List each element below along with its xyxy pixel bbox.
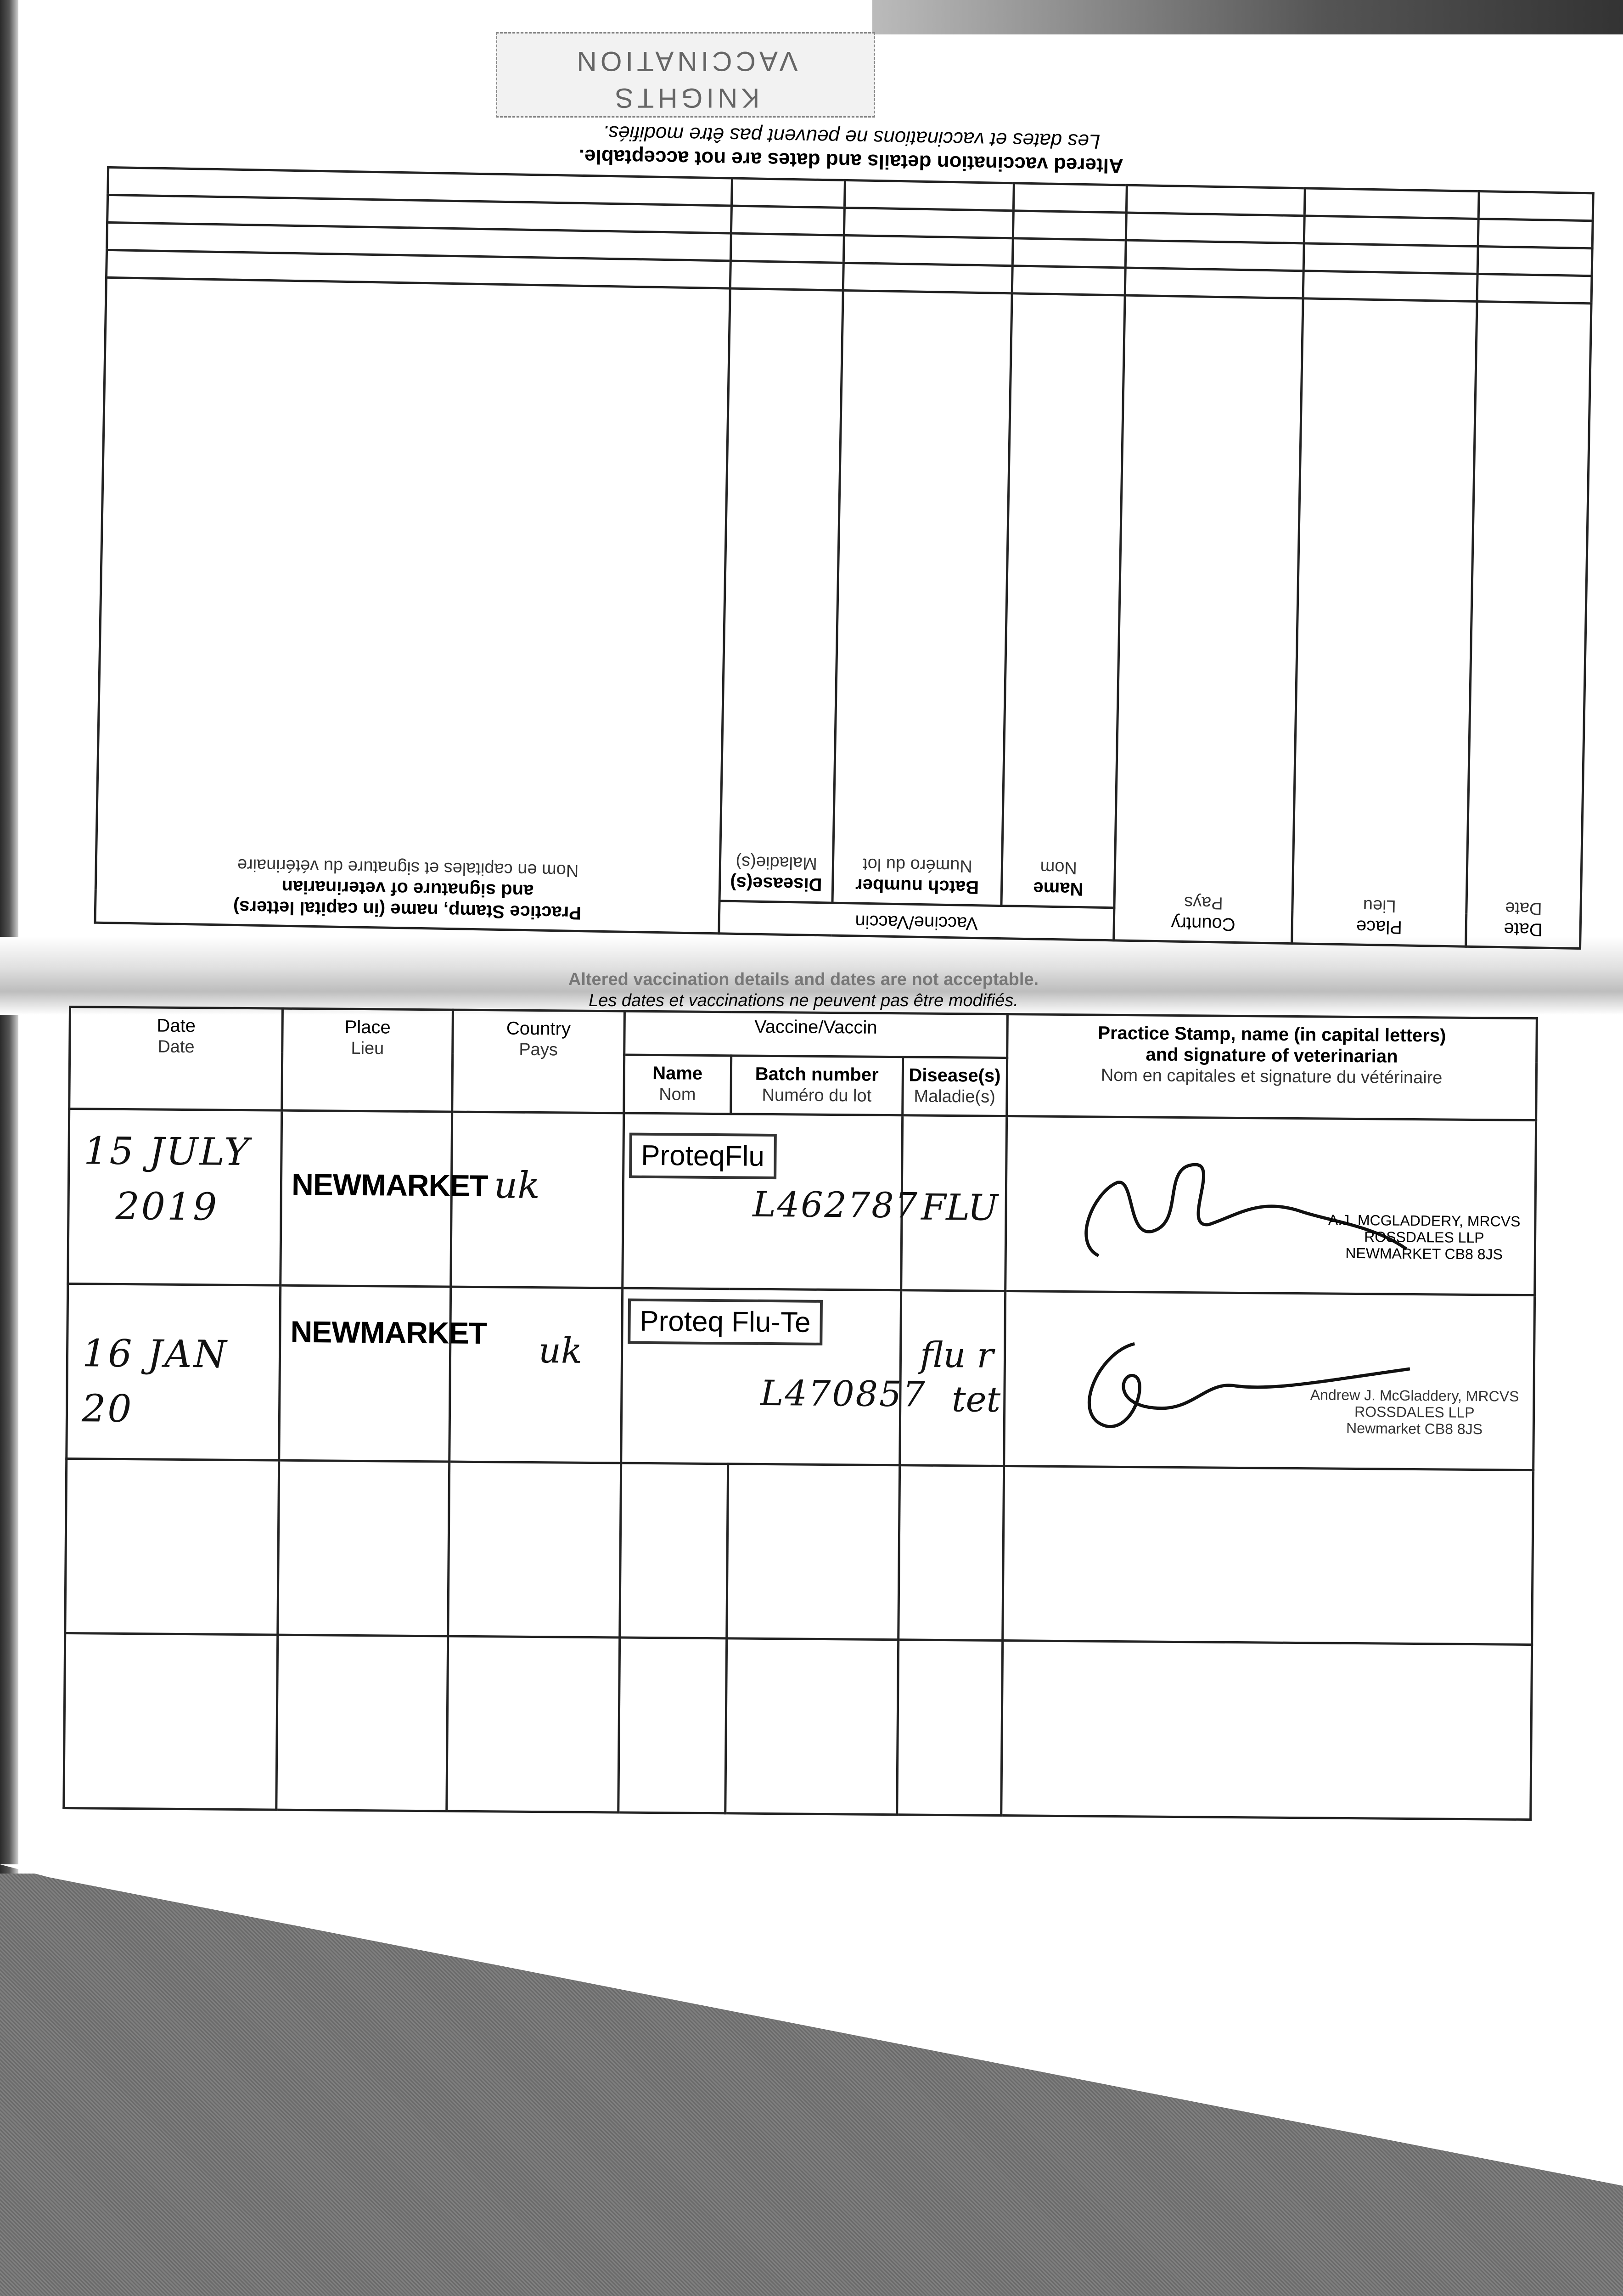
header-place-en: Place [344, 1017, 391, 1038]
empty-row [64, 1633, 1532, 1820]
inverted-header-practice-fr: Nom en capitales et signature du vétérinaire [237, 855, 579, 880]
header-place-fr: Lieu [351, 1038, 384, 1058]
header-name-fr: Nom [659, 1085, 696, 1104]
header-practice-en-2: and signature of veterinarian [1146, 1044, 1398, 1067]
inverted-notice-fr: Les dates et vaccinations ne peuvent pas être modifiés. [602, 121, 1101, 153]
header-date-en: Date [157, 1015, 196, 1036]
inverted-header-date-fr: Date [1505, 898, 1542, 918]
row-2-country: uk [538, 1329, 583, 1371]
inverted-header-name-fr: Nom [1040, 857, 1078, 878]
header-batch [731, 1056, 903, 1115]
row-1-date [68, 1109, 282, 1285]
row-2-stamp-line-2: ROSSDALES LLP [1354, 1403, 1475, 1421]
header-batch-fr: Numéro du lot [762, 1086, 872, 1106]
inverted-header-place-en: Place [1356, 916, 1403, 938]
signature-drawing-2 [1042, 1311, 1419, 1460]
header-practice-en-1: Practice Stamp, name (in capital letters) [1098, 1023, 1446, 1046]
row-2-practice-stamp [1310, 1386, 1519, 1438]
row-2-stamp-line-1: Andrew J. McGladdery, MRCVS [1310, 1386, 1519, 1405]
row-1-country: uk [494, 1164, 540, 1207]
row-1-practice-stamp [1328, 1212, 1520, 1263]
row-2-batch: L470857 [760, 1372, 927, 1415]
row-2-practice-cell [1004, 1291, 1534, 1470]
inverted-header-vaccine-en: Vaccine/Vaccin [855, 911, 978, 934]
vaccination-table-wrapper [62, 1006, 1538, 1821]
row-1-batch: L462787 [752, 1183, 919, 1226]
row-2-disease-line-2: tet [951, 1378, 1001, 1420]
inverted-header-practice-en-1: Practice Stamp, name (in capital letters) [233, 896, 582, 923]
inverted-notice-en: Altered vaccination details and dates are not acceptable. [578, 145, 1124, 177]
header-date [69, 1007, 283, 1111]
inverted-stamp-text: KNIGHTS VACCINATION [573, 46, 798, 113]
row-1-disease-cell [901, 1115, 1006, 1291]
row-2-vaccine-name: Proteq Flu-Te [628, 1298, 823, 1345]
header-country-fr: Pays [519, 1040, 558, 1060]
header-disease-en: Disease(s) [909, 1065, 1001, 1086]
header-batch-en: Batch number [755, 1064, 879, 1086]
header-disease-fr: Maladie(s) [914, 1086, 996, 1107]
row-2-date [67, 1283, 281, 1460]
inverted-header-disease [719, 288, 843, 903]
table-row [67, 1283, 1535, 1470]
inverted-header-name [1001, 293, 1125, 908]
inverted-header-date [1466, 302, 1591, 949]
inverted-header-disease-fr: Maladie(s) [736, 852, 818, 873]
inverted-header-country-en: Country [1171, 913, 1236, 934]
inverted-header-practice-en-2: and signature of veterinarian [281, 876, 534, 901]
table-row [68, 1109, 1536, 1295]
row-1-vaccine-cell [622, 1113, 919, 1290]
row-1-practice-cell [1005, 1116, 1536, 1295]
header-place [282, 1008, 453, 1112]
signature-drawing-1 [1043, 1136, 1421, 1286]
row-2-country-cell [449, 1287, 623, 1463]
header-practice-fr: Nom en capitales et signature du vétérinaire [1101, 1065, 1443, 1088]
inverted-header-place-fr: Lieu [1363, 895, 1397, 916]
row-1-date-line-1: 15 JULY [84, 1129, 251, 1175]
inverted-header-place [1292, 298, 1477, 946]
vaccination-table [62, 1006, 1538, 1821]
header-date-fr: Date [157, 1037, 195, 1057]
inverted-header-country-fr: Pays [1184, 893, 1224, 913]
inverted-header-country [1114, 295, 1303, 943]
row-2-place: NEWMARKET [279, 1285, 451, 1462]
row-2-date-line-1: 16 JAN 20 [81, 1332, 229, 1431]
inverted-header-batch-fr: Numéro du lot [862, 854, 973, 876]
inverted-header-batch-en: Batch number [855, 875, 979, 898]
row-1-stamp-line-2: ROSSDALES LLP [1364, 1228, 1484, 1246]
row-1-stamp-line-3: NEWMARKET CB8 8JS [1345, 1244, 1503, 1263]
header-disease [902, 1057, 1007, 1116]
header-country-en: Country [506, 1018, 571, 1039]
row-1-signature [1043, 1136, 1421, 1286]
row-1-place: NEWMARKET [281, 1110, 452, 1287]
inverted-page-section [94, 93, 1595, 950]
row-1-stamp-line-1: A.J. MCGLADDERY, MRCVS [1328, 1211, 1521, 1230]
row-2-disease [901, 1291, 1004, 1422]
row-1-country-wrap [452, 1113, 622, 1208]
alteration-notice-fr: Les dates et vaccinations ne peuvent pas être modifiés. [589, 991, 1018, 1010]
header-name [623, 1055, 731, 1114]
inverted-header-vaccine [719, 901, 1115, 940]
header-practice [1006, 1014, 1537, 1120]
row-1-country-cell [451, 1112, 624, 1288]
header-name-en: Name [652, 1063, 703, 1084]
empty-row [65, 1458, 1533, 1645]
inverted-header-date-en: Date [1504, 919, 1543, 940]
header-row [70, 1007, 1537, 1062]
inverted-vaccination-table [94, 166, 1594, 950]
inverted-header-practice [95, 278, 730, 934]
inverted-header-batch [832, 291, 1012, 906]
inverted-header-disease-en: Disease(s) [730, 872, 822, 895]
row-1-date-handwritten [69, 1110, 281, 1236]
row-1-date-line-2: 2019 [115, 1184, 219, 1229]
row-2-disease-cell [899, 1290, 1005, 1466]
row-1-vaccine-name: ProteqFlu [629, 1133, 777, 1180]
alteration-notice [459, 969, 1148, 1011]
row-2-vaccine-cell [621, 1288, 927, 1465]
inverted-header-name-en: Name [1033, 878, 1084, 900]
row-2-signature [1042, 1311, 1419, 1460]
row-2-disease-line-1: flu r [920, 1334, 994, 1376]
header-country [452, 1010, 625, 1113]
row-2-date-handwritten [68, 1285, 280, 1438]
row-2-stamp-line-3: Newmarket CB8 8JS [1346, 1419, 1483, 1438]
row-1-disease: FLU [921, 1187, 999, 1229]
alteration-notice-en: Altered vaccination details and dates are not acceptable. [568, 970, 1039, 989]
scan-shadow-top [872, 0, 1623, 34]
header-vaccine [624, 1011, 1007, 1058]
header-vaccine-en: Vaccine/Vaccin [754, 1016, 877, 1038]
